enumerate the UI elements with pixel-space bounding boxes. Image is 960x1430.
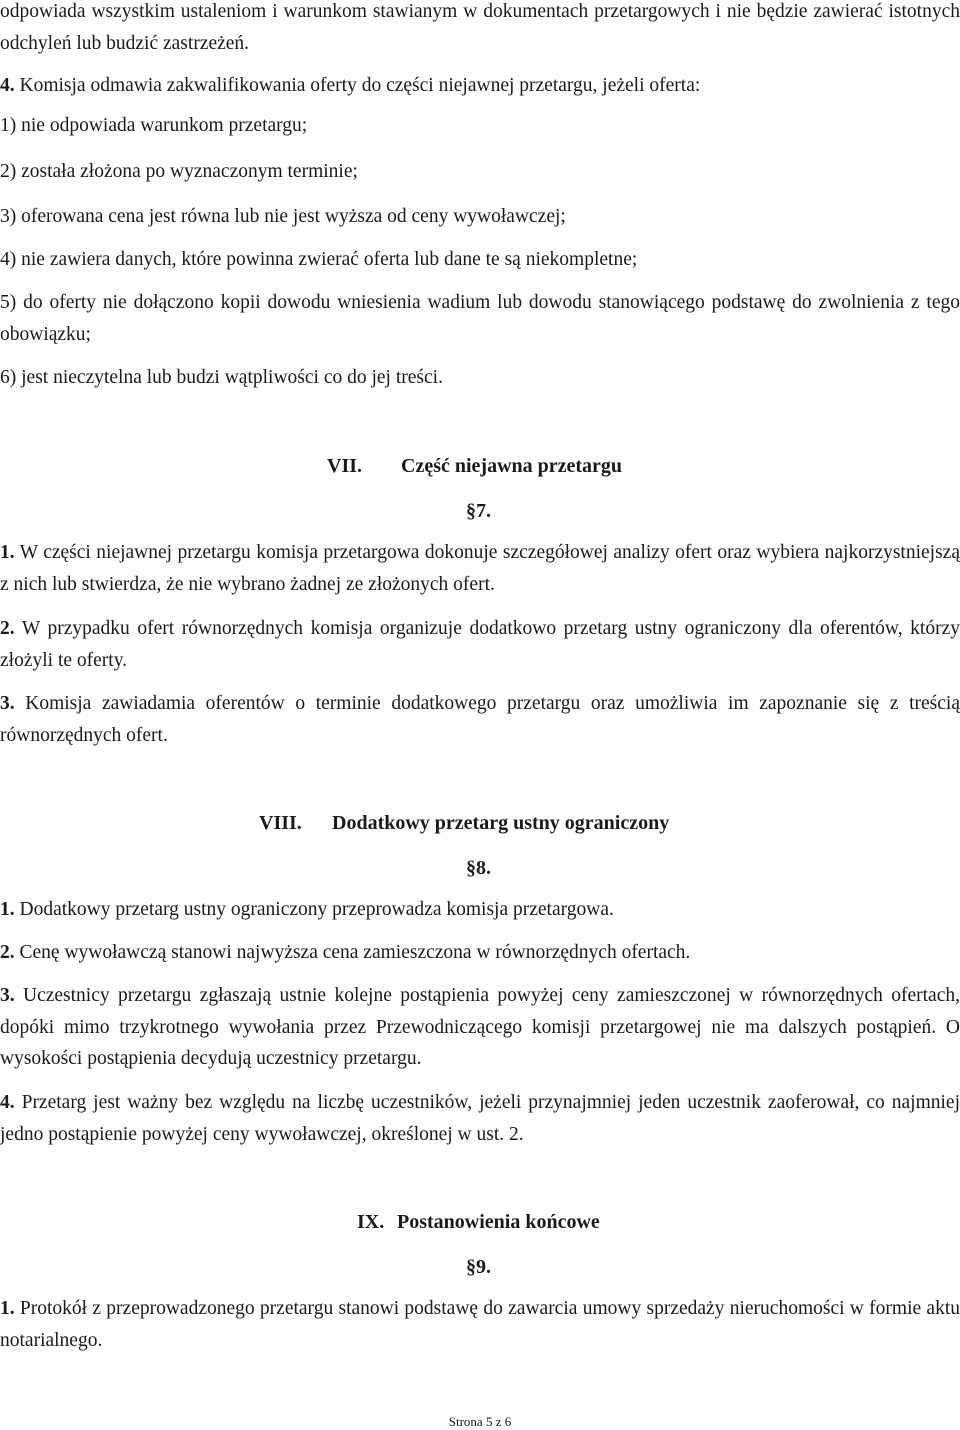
paragraph-item xyxy=(0,980,960,1075)
item-number: 1. xyxy=(0,1298,15,1319)
item-number: 2. xyxy=(0,618,15,639)
section-title: Postanowienia końcowe xyxy=(397,1211,600,1233)
list-item xyxy=(0,287,960,350)
item-number: 2. xyxy=(0,942,15,963)
item-text: W przypadku ofert równorzędnych komisja organizuje dodatkowo przetarg ustny ograniczony dla oferentów, którzy złożyli te oferty. xyxy=(0,618,960,671)
section-number: IX. xyxy=(357,1211,385,1233)
item-number: 4. xyxy=(0,1092,15,1113)
item-number: 1. xyxy=(0,542,15,563)
paragraph-mark: §8. xyxy=(466,857,491,879)
paragraph-continued-text: odpowiada wszystkim ustaleniom i warunkom stawianym w dokumentach przetargowych i nie będzie zawierać istotnych odchyleń lub budzić zastrzeżeń. xyxy=(0,1,960,54)
item-text: Uczestnicy przetargu zgłaszają ustnie kolejne postąpienia powyżej ceny zamieszczonej w równorzędnych ofertach, dopóki mimo trzykrotnego wywołania przez Przewodniczącego komisji przetargowej nie ma dalszych postąpień. O wysokości postąpienia decydują uczestnicy przetargu. xyxy=(0,985,960,1069)
item-text: W części niejawnej przetargu komisja przetargowa dokonuje szczegółowej analizy ofert oraz wybiera najkorzystniejszą z nich lub stwierdza, że nie wybrano żadnej ze złożonych ofert. xyxy=(0,542,960,595)
section-title: Dodatkowy przetarg ustny ograniczony xyxy=(332,812,670,834)
item-4-number: 4. xyxy=(0,75,15,96)
list-item xyxy=(0,362,960,394)
item-number: 3. xyxy=(0,985,15,1006)
paragraph-item xyxy=(0,688,960,751)
item-text: Protokół z przeprowadzonego przetargu stanowi podstawę do zawarcia umowy sprzedaży nieruchomości w formie aktu notarialnego. xyxy=(0,1298,960,1351)
item-number: 1. xyxy=(0,899,15,920)
paragraph-mark: §9. xyxy=(466,1256,491,1278)
paragraph-item xyxy=(0,1087,960,1150)
item-4-text: Komisja odmawia zakwalifikowania oferty do części niejawnej przetargu, jeżeli oferta: xyxy=(14,75,701,96)
list-item-text: 3) oferowana cena jest równa lub nie jest wyższa od ceny wywoławczej; xyxy=(0,206,566,227)
item-text: Komisja zawiadamia oferentów o terminie dodatkowego przetargu oraz umożliwia im zapoznanie się z treścią równorzędnych ofert. xyxy=(0,693,960,746)
page-number: Strona 5 z 6 xyxy=(448,1414,512,1429)
list-item xyxy=(0,201,960,233)
item-4 xyxy=(0,70,960,102)
item-text: Przetarg jest ważny bez względu na liczbę uczestników, jeżeli przynajmniej jeden uczestnik zaoferował, co najmniej jedno postąpienie powyżej ceny wywoławczej, określonej w ust. 2. xyxy=(0,1092,960,1145)
paragraph-item xyxy=(0,937,960,969)
list-item-text: 5) do oferty nie dołączono kopii dowodu wniesienia wadium lub dowodu stanowiącego podstawę do zwolnienia z tego obowiązku; xyxy=(0,292,960,345)
section-number: VIII. xyxy=(259,812,302,834)
paragraph-item xyxy=(0,1293,960,1356)
list-item-text: 2) została złożona po wyznaczonym terminie; xyxy=(0,161,358,182)
paragraph-item xyxy=(0,613,960,676)
paragraph-mark: §7. xyxy=(466,500,491,522)
list-item xyxy=(0,110,960,142)
paragraph-item xyxy=(0,537,960,600)
section-number: VII. xyxy=(327,455,363,477)
paragraph-item xyxy=(0,894,960,926)
list-item xyxy=(0,156,960,188)
paragraph-continued xyxy=(0,0,960,59)
list-item-text: 6) jest nieczytelna lub budzi wątpliwości co do jej treści. xyxy=(0,367,443,388)
list-item-text: 1) nie odpowiada warunkom przetargu; xyxy=(0,115,308,136)
section-title: Część niejawna przetargu xyxy=(401,455,623,477)
item-number: 3. xyxy=(0,693,15,714)
item-text: Cenę wywoławczą stanowi najwyższa cena zamieszczona w równorzędnych ofertach. xyxy=(14,942,691,963)
list-item xyxy=(0,244,960,276)
list-item-text: 4) nie zawiera danych, które powinna zwierać oferta lub dane te są niekompletne; xyxy=(0,249,638,270)
item-text: Dodatkowy przetarg ustny ograniczony przeprowadza komisja przetargowa. xyxy=(14,899,614,920)
